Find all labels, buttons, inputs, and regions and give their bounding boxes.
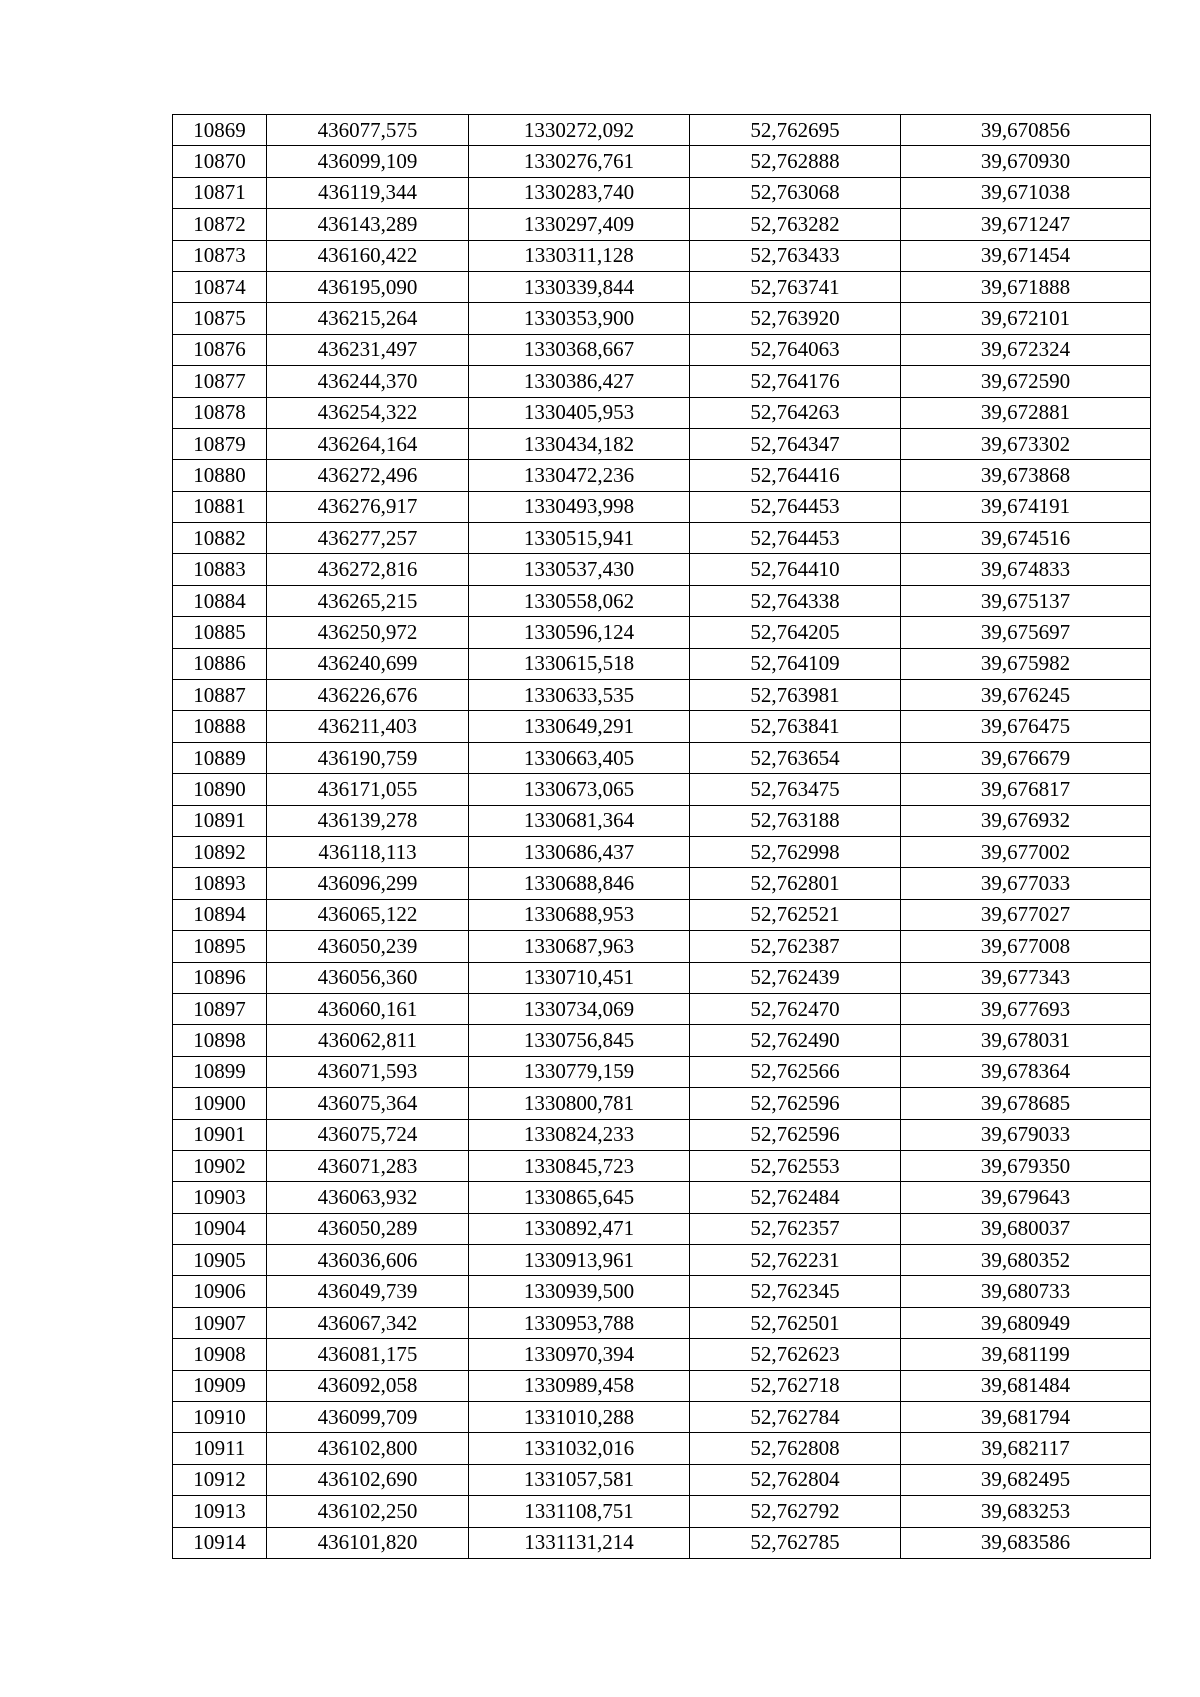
cell-longitude: 39,674191: [901, 491, 1151, 522]
cell-x-coordinate: 436160,422: [267, 240, 469, 271]
cell-x-coordinate: 436071,283: [267, 1150, 469, 1181]
cell-longitude: 39,676817: [901, 774, 1151, 805]
cell-y-coordinate: 1330779,159: [469, 1056, 690, 1087]
cell-point-number: 10886: [173, 648, 267, 679]
cell-y-coordinate: 1330865,645: [469, 1182, 690, 1213]
table-row: [173, 868, 1151, 899]
cell-latitude: 52,762623: [690, 1339, 901, 1370]
cell-y-coordinate: 1330913,961: [469, 1245, 690, 1276]
cell-x-coordinate: 436102,250: [267, 1496, 469, 1527]
cell-latitude: 52,762998: [690, 836, 901, 867]
cell-longitude: 39,678685: [901, 1088, 1151, 1119]
cell-x-coordinate: 436101,820: [267, 1527, 469, 1558]
table-row: [173, 836, 1151, 867]
table-row: [173, 1245, 1151, 1276]
cell-longitude: 39,674516: [901, 523, 1151, 554]
cell-longitude: 39,671888: [901, 271, 1151, 302]
cell-latitude: 52,763920: [690, 303, 901, 334]
cell-y-coordinate: 1330386,427: [469, 366, 690, 397]
cell-y-coordinate: 1331032,016: [469, 1433, 690, 1464]
table-row: [173, 1276, 1151, 1307]
cell-y-coordinate: 1330989,458: [469, 1370, 690, 1401]
table-row: [173, 1150, 1151, 1181]
table-row: [173, 397, 1151, 428]
cell-point-number: 10905: [173, 1245, 267, 1276]
cell-point-number: 10890: [173, 774, 267, 805]
cell-x-coordinate: 436226,676: [267, 680, 469, 711]
cell-point-number: 10895: [173, 931, 267, 962]
table-row: [173, 240, 1151, 271]
table-row: [173, 742, 1151, 773]
cell-y-coordinate: 1331131,214: [469, 1527, 690, 1558]
table-row: [173, 1339, 1151, 1370]
table-row: [173, 1213, 1151, 1244]
table-row: [173, 774, 1151, 805]
cell-y-coordinate: 1331108,751: [469, 1496, 690, 1527]
table-row: [173, 146, 1151, 177]
cell-latitude: 52,762784: [690, 1402, 901, 1433]
cell-x-coordinate: 436215,264: [267, 303, 469, 334]
cell-point-number: 10878: [173, 397, 267, 428]
table-row: [173, 1307, 1151, 1338]
cell-point-number: 10870: [173, 146, 267, 177]
cell-point-number: 10911: [173, 1433, 267, 1464]
table-row: [173, 805, 1151, 836]
table-row: [173, 1370, 1151, 1401]
cell-longitude: 39,678364: [901, 1056, 1151, 1087]
cell-y-coordinate: 1330673,065: [469, 774, 690, 805]
cell-longitude: 39,677008: [901, 931, 1151, 962]
cell-latitude: 52,764263: [690, 397, 901, 428]
cell-longitude: 39,676932: [901, 805, 1151, 836]
cell-latitude: 52,762345: [690, 1276, 901, 1307]
cell-longitude: 39,676679: [901, 742, 1151, 773]
cell-y-coordinate: 1330649,291: [469, 711, 690, 742]
cell-point-number: 10906: [173, 1276, 267, 1307]
cell-longitude: 39,675982: [901, 648, 1151, 679]
cell-y-coordinate: 1330515,941: [469, 523, 690, 554]
cell-latitude: 52,764338: [690, 585, 901, 616]
cell-longitude: 39,680949: [901, 1307, 1151, 1338]
cell-latitude: 52,764410: [690, 554, 901, 585]
cell-point-number: 10914: [173, 1527, 267, 1558]
cell-longitude: 39,676475: [901, 711, 1151, 742]
cell-point-number: 10903: [173, 1182, 267, 1213]
cell-x-coordinate: 436264,164: [267, 428, 469, 459]
cell-x-coordinate: 436143,289: [267, 209, 469, 240]
cell-longitude: 39,680352: [901, 1245, 1151, 1276]
cell-point-number: 10893: [173, 868, 267, 899]
table-row: [173, 1025, 1151, 1056]
cell-longitude: 39,681794: [901, 1402, 1151, 1433]
cell-x-coordinate: 436075,364: [267, 1088, 469, 1119]
cell-x-coordinate: 436077,575: [267, 115, 469, 146]
cell-latitude: 52,764416: [690, 460, 901, 491]
table-row: [173, 680, 1151, 711]
cell-x-coordinate: 436272,496: [267, 460, 469, 491]
cell-x-coordinate: 436050,289: [267, 1213, 469, 1244]
cell-x-coordinate: 436102,800: [267, 1433, 469, 1464]
cell-latitude: 52,762804: [690, 1464, 901, 1495]
cell-latitude: 52,763741: [690, 271, 901, 302]
cell-latitude: 52,764453: [690, 491, 901, 522]
cell-x-coordinate: 436056,360: [267, 962, 469, 993]
cell-x-coordinate: 436063,932: [267, 1182, 469, 1213]
cell-point-number: 10904: [173, 1213, 267, 1244]
table-row: [173, 1433, 1151, 1464]
cell-y-coordinate: 1330405,953: [469, 397, 690, 428]
cell-point-number: 10885: [173, 617, 267, 648]
cell-x-coordinate: 436276,917: [267, 491, 469, 522]
table-row: [173, 1056, 1151, 1087]
cell-longitude: 39,670856: [901, 115, 1151, 146]
cell-latitude: 52,762231: [690, 1245, 901, 1276]
cell-point-number: 10891: [173, 805, 267, 836]
cell-x-coordinate: 436102,690: [267, 1464, 469, 1495]
table-row: [173, 993, 1151, 1024]
cell-y-coordinate: 1330311,128: [469, 240, 690, 271]
cell-point-number: 10909: [173, 1370, 267, 1401]
cell-latitude: 52,762718: [690, 1370, 901, 1401]
table-row: [173, 962, 1151, 993]
cell-y-coordinate: 1330276,761: [469, 146, 690, 177]
cell-x-coordinate: 436099,709: [267, 1402, 469, 1433]
cell-longitude: 39,682495: [901, 1464, 1151, 1495]
cell-latitude: 52,763654: [690, 742, 901, 773]
cell-latitude: 52,762785: [690, 1527, 901, 1558]
cell-x-coordinate: 436099,109: [267, 146, 469, 177]
table-row: [173, 585, 1151, 616]
table-row: [173, 303, 1151, 334]
cell-longitude: 39,679033: [901, 1119, 1151, 1150]
cell-x-coordinate: 436272,816: [267, 554, 469, 585]
table-row: [173, 334, 1151, 365]
cell-y-coordinate: 1330283,740: [469, 177, 690, 208]
cell-y-coordinate: 1330939,500: [469, 1276, 690, 1307]
cell-point-number: 10901: [173, 1119, 267, 1150]
cell-y-coordinate: 1330687,963: [469, 931, 690, 962]
cell-longitude: 39,680037: [901, 1213, 1151, 1244]
cell-latitude: 52,762566: [690, 1056, 901, 1087]
cell-x-coordinate: 436067,342: [267, 1307, 469, 1338]
cell-latitude: 52,762792: [690, 1496, 901, 1527]
cell-point-number: 10902: [173, 1150, 267, 1181]
cell-point-number: 10875: [173, 303, 267, 334]
cell-longitude: 39,675137: [901, 585, 1151, 616]
cell-x-coordinate: 436071,593: [267, 1056, 469, 1087]
cell-longitude: 39,672101: [901, 303, 1151, 334]
cell-y-coordinate: 1330615,518: [469, 648, 690, 679]
cell-point-number: 10877: [173, 366, 267, 397]
cell-latitude: 52,764109: [690, 648, 901, 679]
cell-x-coordinate: 436036,606: [267, 1245, 469, 1276]
cell-latitude: 52,764063: [690, 334, 901, 365]
cell-latitude: 52,762484: [690, 1182, 901, 1213]
cell-point-number: 10876: [173, 334, 267, 365]
cell-longitude: 39,681484: [901, 1370, 1151, 1401]
cell-x-coordinate: 436075,724: [267, 1119, 469, 1150]
cell-point-number: 10872: [173, 209, 267, 240]
cell-latitude: 52,762695: [690, 115, 901, 146]
cell-point-number: 10894: [173, 899, 267, 930]
cell-point-number: 10882: [173, 523, 267, 554]
cell-longitude: 39,677693: [901, 993, 1151, 1024]
cell-latitude: 52,762553: [690, 1150, 901, 1181]
cell-point-number: 10892: [173, 836, 267, 867]
cell-latitude: 52,762888: [690, 146, 901, 177]
cell-longitude: 39,677343: [901, 962, 1151, 993]
cell-x-coordinate: 436250,972: [267, 617, 469, 648]
cell-y-coordinate: 1330686,437: [469, 836, 690, 867]
table-row: [173, 428, 1151, 459]
table-row: [173, 1464, 1151, 1495]
cell-x-coordinate: 436190,759: [267, 742, 469, 773]
cell-longitude: 39,675697: [901, 617, 1151, 648]
cell-x-coordinate: 436254,322: [267, 397, 469, 428]
table-row: [173, 648, 1151, 679]
cell-x-coordinate: 436195,090: [267, 271, 469, 302]
table-row: [173, 1088, 1151, 1119]
cell-latitude: 52,762808: [690, 1433, 901, 1464]
table-row: [173, 271, 1151, 302]
cell-x-coordinate: 436265,215: [267, 585, 469, 616]
cell-latitude: 52,762596: [690, 1119, 901, 1150]
cell-point-number: 10913: [173, 1496, 267, 1527]
table-row: [173, 366, 1151, 397]
cell-longitude: 39,679350: [901, 1150, 1151, 1181]
cell-latitude: 52,762490: [690, 1025, 901, 1056]
cell-y-coordinate: 1330272,092: [469, 115, 690, 146]
cell-point-number: 10873: [173, 240, 267, 271]
cell-longitude: 39,679643: [901, 1182, 1151, 1213]
cell-latitude: 52,764453: [690, 523, 901, 554]
cell-longitude: 39,672881: [901, 397, 1151, 428]
cell-longitude: 39,673302: [901, 428, 1151, 459]
cell-point-number: 10880: [173, 460, 267, 491]
table-row: [173, 115, 1151, 146]
cell-latitude: 52,763068: [690, 177, 901, 208]
cell-longitude: 39,682117: [901, 1433, 1151, 1464]
table-row: [173, 491, 1151, 522]
cell-x-coordinate: 436081,175: [267, 1339, 469, 1370]
table-row: [173, 554, 1151, 585]
cell-x-coordinate: 436119,344: [267, 177, 469, 208]
cell-x-coordinate: 436231,497: [267, 334, 469, 365]
cell-longitude: 39,671247: [901, 209, 1151, 240]
table-row: [173, 931, 1151, 962]
table-row: [173, 711, 1151, 742]
cell-y-coordinate: 1330596,124: [469, 617, 690, 648]
cell-longitude: 39,674833: [901, 554, 1151, 585]
cell-point-number: 10912: [173, 1464, 267, 1495]
cell-y-coordinate: 1330970,394: [469, 1339, 690, 1370]
cell-y-coordinate: 1330633,535: [469, 680, 690, 711]
cell-latitude: 52,763475: [690, 774, 901, 805]
table-row: [173, 1119, 1151, 1150]
table-row: [173, 209, 1151, 240]
cell-y-coordinate: 1330537,430: [469, 554, 690, 585]
table-row: [173, 1527, 1151, 1558]
table-row: [173, 617, 1151, 648]
cell-x-coordinate: 436171,055: [267, 774, 469, 805]
cell-longitude: 39,670930: [901, 146, 1151, 177]
table-row: [173, 1496, 1151, 1527]
cell-x-coordinate: 436118,113: [267, 836, 469, 867]
cell-latitude: 52,763841: [690, 711, 901, 742]
cell-point-number: 10910: [173, 1402, 267, 1433]
cell-latitude: 52,762470: [690, 993, 901, 1024]
cell-latitude: 52,762801: [690, 868, 901, 899]
cell-latitude: 52,763433: [690, 240, 901, 271]
cell-point-number: 10874: [173, 271, 267, 302]
cell-y-coordinate: 1330845,723: [469, 1150, 690, 1181]
cell-latitude: 52,762501: [690, 1307, 901, 1338]
cell-latitude: 52,763282: [690, 209, 901, 240]
cell-x-coordinate: 436060,161: [267, 993, 469, 1024]
cell-longitude: 39,677027: [901, 899, 1151, 930]
cell-latitude: 52,764176: [690, 366, 901, 397]
cell-y-coordinate: 1330663,405: [469, 742, 690, 773]
cell-x-coordinate: 436211,403: [267, 711, 469, 742]
cell-y-coordinate: 1330493,998: [469, 491, 690, 522]
cell-longitude: 39,676245: [901, 680, 1151, 711]
cell-point-number: 10881: [173, 491, 267, 522]
cell-x-coordinate: 436065,122: [267, 899, 469, 930]
cell-x-coordinate: 436050,239: [267, 931, 469, 962]
cell-y-coordinate: 1330953,788: [469, 1307, 690, 1338]
cell-longitude: 39,671454: [901, 240, 1151, 271]
cell-point-number: 10884: [173, 585, 267, 616]
cell-point-number: 10900: [173, 1088, 267, 1119]
coordinates-table-body: [173, 115, 1151, 1559]
cell-y-coordinate: 1331010,288: [469, 1402, 690, 1433]
table-row: [173, 460, 1151, 491]
cell-point-number: 10907: [173, 1307, 267, 1338]
cell-point-number: 10883: [173, 554, 267, 585]
cell-y-coordinate: 1330800,781: [469, 1088, 690, 1119]
cell-y-coordinate: 1330472,236: [469, 460, 690, 491]
cell-point-number: 10908: [173, 1339, 267, 1370]
table-row: [173, 1182, 1151, 1213]
cell-point-number: 10887: [173, 680, 267, 711]
cell-y-coordinate: 1330734,069: [469, 993, 690, 1024]
cell-latitude: 52,762439: [690, 962, 901, 993]
cell-latitude: 52,763188: [690, 805, 901, 836]
cell-longitude: 39,681199: [901, 1339, 1151, 1370]
table-row: [173, 1402, 1151, 1433]
cell-latitude: 52,764347: [690, 428, 901, 459]
cell-y-coordinate: 1330297,409: [469, 209, 690, 240]
cell-longitude: 39,678031: [901, 1025, 1151, 1056]
cell-x-coordinate: 436277,257: [267, 523, 469, 554]
cell-point-number: 10899: [173, 1056, 267, 1087]
cell-y-coordinate: 1330339,844: [469, 271, 690, 302]
cell-longitude: 39,683253: [901, 1496, 1151, 1527]
cell-x-coordinate: 436139,278: [267, 805, 469, 836]
cell-longitude: 39,677002: [901, 836, 1151, 867]
cell-point-number: 10896: [173, 962, 267, 993]
cell-longitude: 39,672590: [901, 366, 1151, 397]
cell-point-number: 10898: [173, 1025, 267, 1056]
cell-x-coordinate: 436244,370: [267, 366, 469, 397]
cell-longitude: 39,671038: [901, 177, 1151, 208]
cell-longitude: 39,677033: [901, 868, 1151, 899]
cell-y-coordinate: 1330824,233: [469, 1119, 690, 1150]
cell-longitude: 39,673868: [901, 460, 1151, 491]
cell-y-coordinate: 1331057,581: [469, 1464, 690, 1495]
cell-y-coordinate: 1330710,451: [469, 962, 690, 993]
cell-y-coordinate: 1330892,471: [469, 1213, 690, 1244]
cell-x-coordinate: 436096,299: [267, 868, 469, 899]
cell-y-coordinate: 1330688,846: [469, 868, 690, 899]
cell-y-coordinate: 1330756,845: [469, 1025, 690, 1056]
coordinates-table: [172, 114, 1151, 1559]
table-row: [173, 177, 1151, 208]
cell-x-coordinate: 436062,811: [267, 1025, 469, 1056]
cell-point-number: 10869: [173, 115, 267, 146]
cell-x-coordinate: 436092,058: [267, 1370, 469, 1401]
cell-latitude: 52,762596: [690, 1088, 901, 1119]
cell-point-number: 10871: [173, 177, 267, 208]
table-row: [173, 899, 1151, 930]
cell-latitude: 52,762387: [690, 931, 901, 962]
cell-point-number: 10879: [173, 428, 267, 459]
cell-latitude: 52,762521: [690, 899, 901, 930]
table-row: [173, 523, 1151, 554]
cell-latitude: 52,762357: [690, 1213, 901, 1244]
cell-y-coordinate: 1330434,182: [469, 428, 690, 459]
cell-longitude: 39,683586: [901, 1527, 1151, 1558]
cell-longitude: 39,680733: [901, 1276, 1151, 1307]
cell-point-number: 10889: [173, 742, 267, 773]
cell-latitude: 52,763981: [690, 680, 901, 711]
cell-point-number: 10897: [173, 993, 267, 1024]
cell-point-number: 10888: [173, 711, 267, 742]
cell-y-coordinate: 1330681,364: [469, 805, 690, 836]
cell-longitude: 39,672324: [901, 334, 1151, 365]
cell-x-coordinate: 436240,699: [267, 648, 469, 679]
cell-y-coordinate: 1330558,062: [469, 585, 690, 616]
cell-y-coordinate: 1330353,900: [469, 303, 690, 334]
cell-x-coordinate: 436049,739: [267, 1276, 469, 1307]
cell-y-coordinate: 1330688,953: [469, 899, 690, 930]
cell-latitude: 52,764205: [690, 617, 901, 648]
cell-y-coordinate: 1330368,667: [469, 334, 690, 365]
